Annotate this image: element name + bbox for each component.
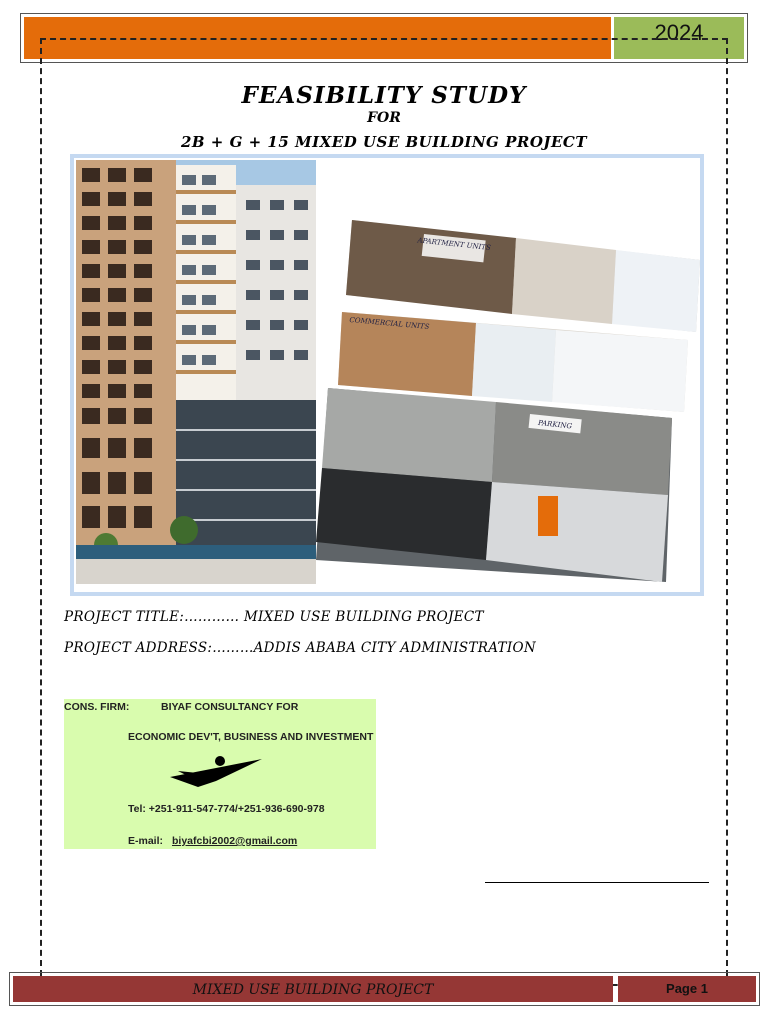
consultancy-label: CONS. FIRM: — [64, 701, 130, 713]
footer-title: MIXED USE BUILDING PROJECT — [192, 982, 434, 998]
photo-label-parking: PARKING — [537, 418, 573, 431]
consultancy-info-box — [64, 699, 376, 849]
document-title: FEASIBILITY STUDY — [241, 82, 527, 109]
building-rendering-image — [76, 160, 316, 584]
photo-label-commercial: COMMERCIAL UNITS — [349, 315, 430, 331]
project-address-line: PROJECT ADDRESS:………ADDIS ABABA CITY ADMINISTRATION — [64, 640, 536, 656]
consultancy-logo-icon — [168, 755, 264, 789]
document-title-for: FOR — [367, 110, 401, 126]
interior-photos-collage — [316, 220, 700, 582]
consultancy-tel: Tel: +251-911-547-774/+251-936-690-978 — [128, 803, 325, 815]
footer-page-number: Page 1 — [666, 981, 708, 996]
document-project-title: 2B + G + 15 MIXED USE BUILDING PROJECT — [180, 133, 588, 151]
consultancy-email-label: E-mail: — [128, 835, 164, 847]
consultancy-name: BIYAF CONSULTANCY FOR — [161, 701, 299, 713]
consultancy-subtitle: ECONOMIC DEV'T, BUSINESS AND INVESTMENT — [128, 731, 374, 743]
signature-line — [485, 882, 709, 883]
project-title-line: PROJECT TITLE:………… MIXED USE BUILDING PROJECT — [64, 609, 484, 625]
consultancy-email[interactable]: biyafcbi2002@gmail.com — [172, 835, 298, 847]
header-year: 2024 — [654, 20, 704, 45]
photo-label-apartment: APARTMENT UNITS — [417, 236, 492, 253]
